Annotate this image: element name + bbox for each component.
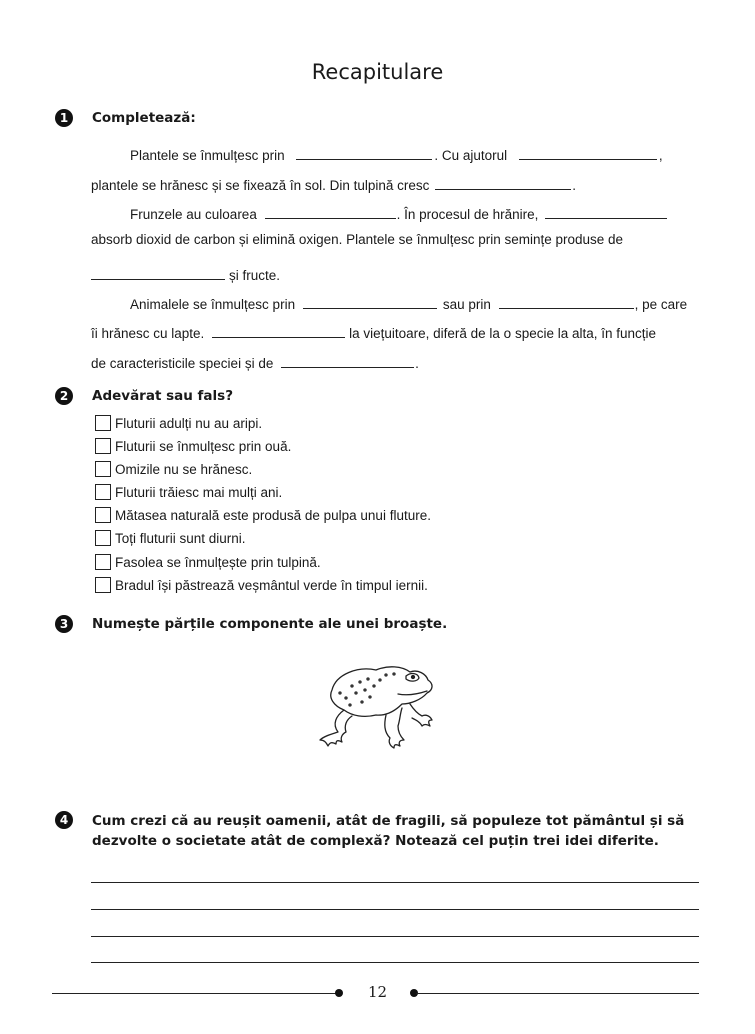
task-number-badge: 4	[55, 811, 73, 829]
blank-field[interactable]	[212, 325, 345, 338]
statement-text: Fasolea se înmulțește prin tulpină.	[115, 554, 321, 570]
true-false-item	[95, 577, 428, 593]
footer-divider-left	[52, 993, 338, 994]
answer-checkbox[interactable]	[95, 507, 111, 523]
blank-field[interactable]	[281, 355, 414, 368]
true-false-item	[95, 415, 262, 431]
statement-text: Fluturii adulți nu au aripi.	[115, 415, 263, 431]
true-false-item	[95, 554, 321, 570]
true-false-item	[95, 530, 246, 546]
statement-text: Mătasea naturală este produsă de pulpa unui fluture.	[115, 507, 431, 523]
fill-text: de caracteristicile speciei și de	[91, 356, 274, 371]
blank-field[interactable]	[435, 177, 571, 190]
page-number: 12	[367, 983, 388, 1001]
footer-divider-right	[416, 993, 699, 994]
fill-text: Plantele se înmulțesc prin	[130, 148, 285, 163]
fill-text: .	[415, 356, 419, 371]
fill-line-1	[130, 147, 663, 163]
answer-checkbox[interactable]	[95, 461, 111, 477]
blank-field[interactable]	[519, 147, 657, 160]
statement-text: Omizile nu se hrănesc.	[115, 461, 253, 477]
frog-drawing	[310, 660, 445, 755]
task-3-title: Numește părțile componente ale unei broaște.	[92, 616, 448, 632]
fill-line-8	[91, 355, 419, 371]
fill-line-6	[130, 296, 687, 312]
true-false-item	[95, 507, 431, 523]
true-false-item	[95, 438, 291, 454]
fill-text: ,	[658, 148, 663, 163]
answer-checkbox[interactable]	[95, 554, 111, 570]
fill-text: plantele se hrănesc și se fixează în sol. Din tulpină cresc	[91, 178, 430, 193]
task-1-title: Completează:	[92, 110, 196, 126]
task-4-title: Cum crezi că au reușit oamenii, atât de fragili, să populeze tot pământul și să dezvolte o societate atât de complexă? Notează cel puțin trei idei diferite.	[92, 813, 685, 849]
answer-checkbox[interactable]	[95, 484, 111, 500]
fill-line-5	[91, 267, 280, 283]
fill-text: Frunzele au culoarea	[130, 207, 257, 222]
task-number-badge: 3	[55, 615, 73, 633]
blank-field[interactable]	[296, 147, 432, 160]
writing-line[interactable]	[91, 936, 699, 937]
task-number-badge: 2	[55, 387, 73, 405]
answer-checkbox[interactable]	[95, 577, 111, 593]
fill-line-4: absorb dioxid de carbon și elimină oxigen. Plantele se înmulțesc prin semințe produse de	[91, 232, 624, 247]
fill-text: . Cu ajutorul	[434, 148, 508, 163]
blank-field[interactable]	[499, 296, 634, 309]
task-2-title: Adevărat sau fals?	[92, 388, 234, 404]
fill-text: sau prin	[442, 297, 491, 312]
statement-text: Bradul își păstrează veșmântul verde în timpul iernii.	[115, 577, 428, 593]
writing-line[interactable]	[91, 962, 699, 963]
blank-field[interactable]	[265, 206, 396, 219]
fill-text: îi hrănesc cu lapte.	[91, 326, 205, 341]
writing-line[interactable]	[91, 882, 699, 883]
answer-checkbox[interactable]	[95, 415, 111, 431]
true-false-item	[95, 484, 282, 500]
answer-checkbox[interactable]	[95, 530, 111, 546]
true-false-item	[95, 461, 252, 477]
statement-text: Fluturii trăiesc mai mulți ani.	[115, 484, 283, 500]
answer-checkbox[interactable]	[95, 438, 111, 454]
blank-field[interactable]	[91, 267, 225, 280]
fill-text: .	[572, 178, 576, 193]
fill-text: Animalele se înmulțesc prin	[130, 297, 296, 312]
fill-line-2	[91, 177, 576, 193]
fill-line-7	[91, 325, 656, 341]
fill-text: , pe care	[634, 297, 688, 312]
statement-text: Fluturii se înmulțesc prin ouă.	[115, 438, 292, 454]
blank-field[interactable]	[303, 296, 437, 309]
page-title: Recapitulare	[311, 60, 444, 84]
fill-text: la viețuitoare, diferă de la o specie la alta, în funcție	[349, 326, 657, 341]
footer-dot-icon	[335, 989, 343, 997]
blank-field[interactable]	[545, 206, 667, 219]
fill-text: și fructe.	[229, 268, 281, 283]
fill-line-3	[130, 206, 667, 222]
fill-text: . În procesul de hrănire,	[396, 207, 539, 222]
writing-line[interactable]	[91, 909, 699, 910]
task-number-badge: 1	[55, 109, 73, 127]
statement-text: Toți fluturii sunt diurni.	[115, 530, 246, 546]
